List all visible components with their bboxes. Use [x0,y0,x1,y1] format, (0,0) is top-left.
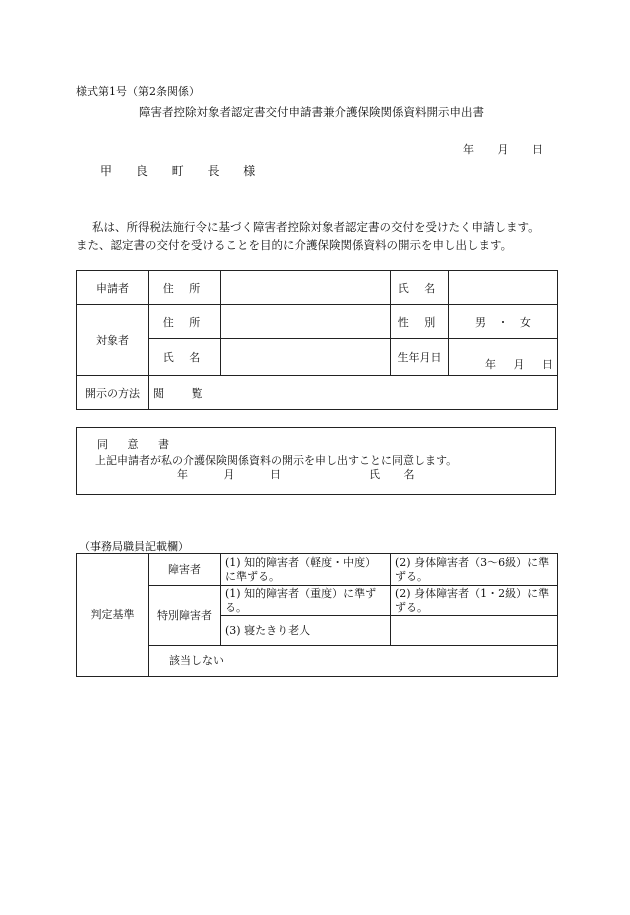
consent-text: 上記申請者が私の介護保険関係資料の開示を申し出すことに同意します。 [95,454,458,467]
consent-date[interactable]: 年 月 日 [177,468,281,481]
special-item-2[interactable]: (2) 身体障害者（1・2級）に準ずる。 [391,586,558,616]
birthdate-label: 生年月日 [391,339,449,376]
disclosure-method-label: 開示の方法 [77,376,149,410]
disclosure-method-value: 閲 覧 [149,376,558,410]
applicant-name-field[interactable] [449,271,558,305]
request-paragraph-2: また、認定書の交付を受けることを目的に介護保険関係資料の開示を申し出します。 [76,238,513,252]
subject-row-1 [77,305,558,339]
special-empty-cell [391,616,558,646]
disclosure-row [77,376,558,410]
subject-address-label: 住 所 [149,305,221,339]
subject-address-field[interactable] [221,305,391,339]
disabled-item-1[interactable]: (1) 知的障害者（軽度・中度）に準ずる。 [221,554,391,586]
special-disabled-label: 特別障害者 [149,586,221,646]
office-table [76,553,558,677]
special-row-1 [77,586,558,616]
disabled-label: 障害者 [149,554,221,586]
applicant-row [77,271,558,305]
office-section-label: （事務局職員記載欄） [79,540,189,553]
not-applicable[interactable]: 該当しない [149,646,558,677]
addressee: 甲 良 町 長 様 [100,164,266,178]
special-item-3[interactable]: (3) 寝たきり老人 [221,616,391,646]
form-number: 様式第1号（第2条関係） [76,85,200,98]
application-table [76,270,558,410]
applicant-label: 申請者 [77,271,149,305]
consent-name-label[interactable]: 氏 名 [369,468,425,481]
submission-date[interactable]: 年 月 日 [463,143,543,156]
subject-label: 対象者 [77,305,149,376]
subject-row-2 [77,339,558,376]
special-item-1[interactable]: (1) 知的障害者（重度）に準ずる。 [221,586,391,616]
applicant-address-field[interactable] [221,271,391,305]
consent-box [76,427,556,495]
birthdate-field[interactable]: 年 月 日 [449,339,558,376]
criteria-label: 判定基準 [77,554,149,677]
gender-label: 性 別 [391,305,449,339]
applicant-name-label: 氏 名 [391,271,449,305]
applicant-address-label: 住 所 [149,271,221,305]
gender-options[interactable]: 男 ・ 女 [449,305,558,339]
subject-name-field[interactable] [221,339,391,376]
not-applicable-row [77,646,558,677]
disabled-row [77,554,558,586]
subject-name-label: 氏 名 [149,339,221,376]
consent-heading: 同 意 書 [97,438,177,451]
document-title: 障害者控除対象者認定書交付申請書兼介護保険関係資料開示申出書 [139,105,484,119]
disabled-item-2[interactable]: (2) 身体障害者（3～6級）に準ずる。 [391,554,558,586]
request-paragraph-1: 私は、所得税法施行令に基づく障害者控除対象者認定書の交付を受けたく申請します。 [92,220,540,234]
